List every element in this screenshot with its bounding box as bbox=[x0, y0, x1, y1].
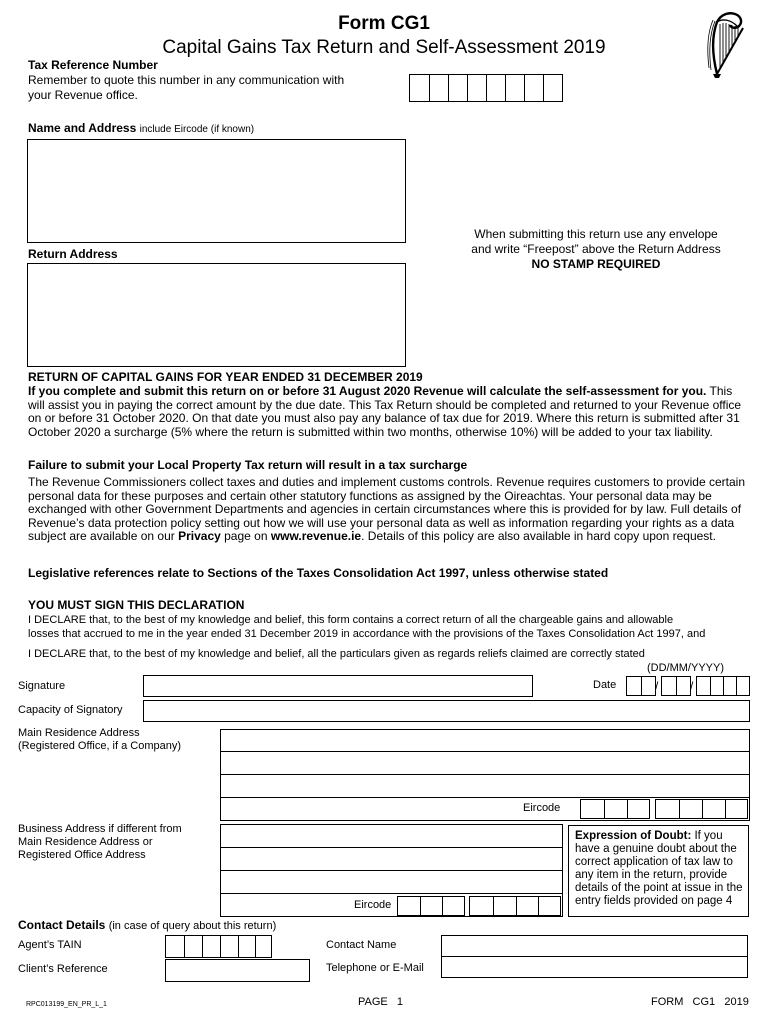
freepost-line-2: and write “Freepost” above the Return Address bbox=[471, 242, 721, 256]
date-month-field[interactable] bbox=[661, 676, 694, 696]
expression-of-doubt-text bbox=[575, 830, 747, 908]
name-address-field[interactable] bbox=[27, 139, 406, 243]
telephone-email-field[interactable] bbox=[441, 956, 748, 978]
footer-form-code: RPC013199_EN_PR_L_1 bbox=[26, 1001, 107, 1008]
main-residence-line-1[interactable] bbox=[220, 729, 750, 752]
declaration-line-3: I DECLARE that, to the best of my knowledge and belief, all the particulars given as regards reliefs claimed are correctly stated bbox=[28, 648, 645, 660]
contact-details-hint: (in case of query about this return) bbox=[108, 920, 277, 932]
main-residence-line-2[interactable] bbox=[220, 751, 750, 775]
contact-details-header bbox=[18, 919, 276, 933]
client-reference-field[interactable] bbox=[165, 959, 310, 982]
date-day-field[interactable] bbox=[626, 676, 659, 696]
expression-of-doubt-body: If you have a genuine doubt about the correct application of tax law to any item in the return, provide details of the point at issue in the entry fields provided on page 4 bbox=[575, 830, 743, 907]
business-address-line-2[interactable] bbox=[220, 847, 563, 871]
capacity-field[interactable] bbox=[143, 700, 750, 722]
tax-reference-note-1: Remember to quote this number in any communication with bbox=[28, 73, 345, 87]
telephone-email-label: Telephone or E-Mail bbox=[326, 962, 424, 974]
legislative-references: Legislative references relate to Sections of the Taxes Consolidation Act 1997, unless otherwise stated bbox=[28, 566, 609, 580]
business-address-label-2: Main Residence Address or bbox=[18, 836, 153, 848]
privacy-text-a: The Revenue Commissioners collect taxes and duties and implement customs controls. Revenue requires customers to provide certain personal data for these purposes and certain other statutory functions as assigned by the Oireachtas. Your personal data may be exchanged with other Government Departments and agencies in certain circumstances where this is provided for by law. Full details of Revenue’s data protection policy setting out how we will use your personal data as well as information regarding your rights as a data subject are available on our bbox=[28, 475, 745, 543]
date-year-field[interactable] bbox=[696, 676, 750, 696]
business-eircode-routing[interactable] bbox=[397, 896, 465, 916]
return-heading: RETURN OF CAPITAL GAINS FOR YEAR ENDED 31 DECEMBER 2019 bbox=[28, 370, 423, 384]
privacy-text-c: . Details of this policy are also available in hard copy upon request. bbox=[361, 529, 716, 543]
footer-form-id: FORM CG1 2019 bbox=[651, 996, 749, 1008]
main-residence-eircode-routing[interactable] bbox=[580, 799, 650, 819]
declaration-heading: YOU MUST SIGN THIS DECLARATION bbox=[28, 598, 245, 612]
contact-name-label: Contact Name bbox=[326, 939, 397, 951]
date-separator-2: / bbox=[690, 679, 694, 693]
date-separator-1: / bbox=[655, 679, 659, 693]
return-address-box bbox=[27, 263, 406, 367]
lpt-warning: Failure to submit your Local Property Tax return will result in a tax surcharge bbox=[28, 458, 468, 472]
expression-of-doubt-title: Expression of Doubt: bbox=[575, 830, 692, 842]
contact-details-label: Contact Details bbox=[18, 918, 106, 932]
signature-field[interactable] bbox=[143, 675, 533, 697]
declaration-line-1: I DECLARE that, to the best of my knowledge and belief, this form contains a correct return of all the chargeable gains and allowable bbox=[28, 614, 674, 626]
return-address-label: Return Address bbox=[28, 247, 118, 261]
main-residence-label-1: Main Residence Address bbox=[18, 727, 140, 739]
business-eircode-unique[interactable] bbox=[469, 896, 561, 916]
agent-tain-label: Agent’s TAIN bbox=[18, 939, 82, 951]
main-residence-eircode-label: Eircode bbox=[523, 802, 561, 814]
tax-reference-label: Tax Reference Number bbox=[28, 58, 158, 72]
privacy-link[interactable]: Privacy bbox=[178, 529, 221, 543]
main-residence-line-3[interactable] bbox=[220, 774, 750, 798]
form-subtitle: Capital Gains Tax Return and Self-Assessment 2019 bbox=[162, 37, 606, 58]
freepost-line-1: When submitting this return use any envelope bbox=[474, 227, 718, 241]
footer-page-number: PAGE 1 bbox=[358, 996, 404, 1008]
privacy-paragraph bbox=[28, 476, 748, 544]
agent-tain-field[interactable] bbox=[165, 935, 272, 958]
intro-bold: If you complete and submit this return on or before 31 August 2020 Revenue will calculate the self-assessment for you. bbox=[28, 384, 707, 398]
harp-emblem-icon bbox=[703, 8, 751, 80]
date-label: Date bbox=[593, 679, 617, 691]
privacy-text-b: page on bbox=[220, 529, 271, 543]
no-stamp-required: NO STAMP REQUIRED bbox=[531, 257, 661, 271]
signature-label: Signature bbox=[18, 680, 66, 692]
business-address-label-1: Business Address if different from bbox=[18, 823, 182, 835]
intro-paragraph bbox=[28, 385, 748, 439]
name-address-hint: include Eircode (if known) bbox=[139, 124, 255, 135]
date-format-hint: (DD/MM/YYYY) bbox=[647, 662, 724, 674]
name-address-label: Name and Address bbox=[28, 121, 137, 135]
tax-reference-field[interactable] bbox=[409, 74, 563, 102]
declaration-line-2: losses that accrued to me in the year ended 31 December 2019 in accordance with the provisions of the Taxes Consolidation Act 1997, and bbox=[28, 628, 706, 640]
business-address-label-3: Registered Office Address bbox=[18, 849, 146, 861]
main-residence-label-2: (Registered Office, if a Company) bbox=[18, 740, 182, 752]
business-address-line-1[interactable] bbox=[220, 824, 563, 848]
main-residence-eircode-unique[interactable] bbox=[655, 799, 748, 819]
form-title: Form CG1 bbox=[338, 13, 430, 34]
intro-regular: This will assist you in paying the correct amount by the due date. This Tax Return should be completed and returned to your Revenue office on or before 31 October 2020. On that date you must also pay any balance of tax due for 2019. Where this return is submitted after 31 October 2020 a surcharge (5% where the return is submitted within two months, otherwise 10%) will be added to your tax liability. bbox=[28, 384, 742, 439]
capacity-label: Capacity of Signatory bbox=[18, 704, 123, 716]
tax-reference-note-2: your Revenue office. bbox=[28, 88, 138, 102]
business-eircode-label: Eircode bbox=[354, 899, 392, 911]
client-reference-label: Client’s Reference bbox=[18, 963, 108, 975]
name-address-label-wrap bbox=[28, 122, 254, 136]
revenue-site-link[interactable]: www.revenue.ie bbox=[270, 529, 362, 543]
contact-name-field[interactable] bbox=[441, 935, 748, 957]
business-address-line-3[interactable] bbox=[220, 870, 563, 894]
